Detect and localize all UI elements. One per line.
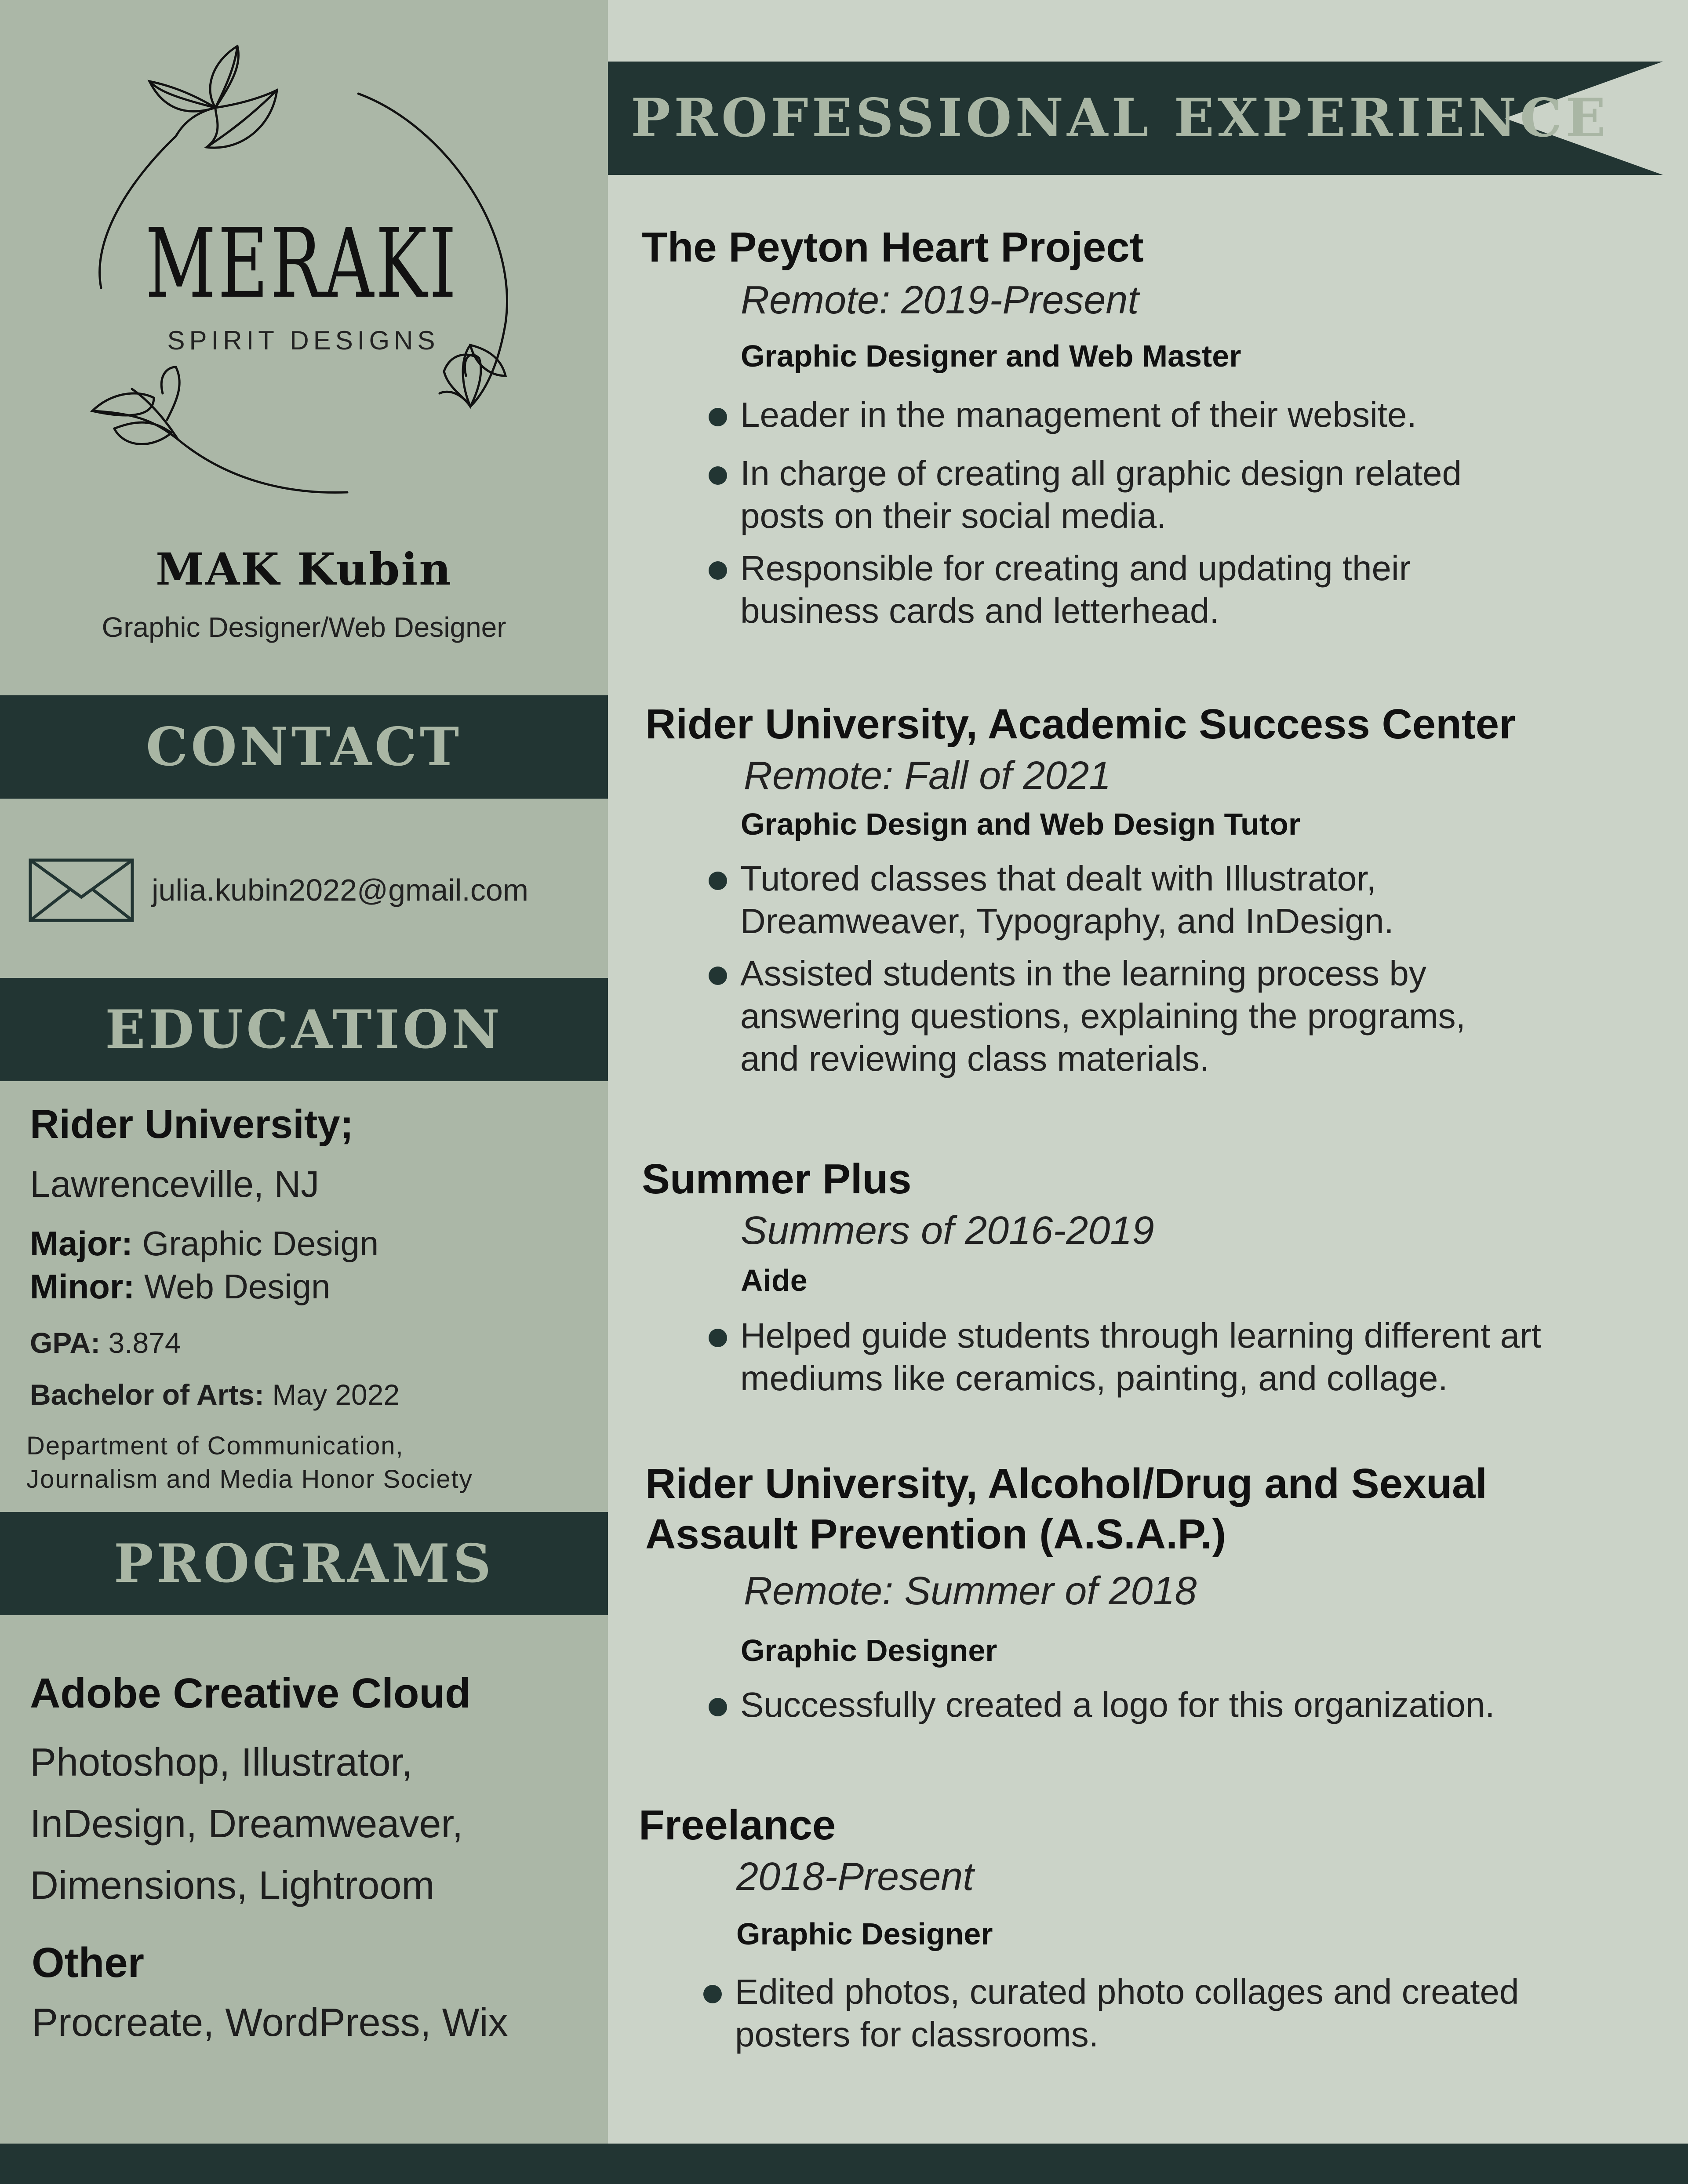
job-title: Graphic Designer and Web Master [741,339,1241,373]
job-organization: Rider University, Academic Success Center [645,701,1516,748]
job-title: Graphic Designer [736,1917,993,1951]
honor-line-2: Journalism and Media Honor Society [26,1465,473,1494]
school-city: Lawrenceville, NJ [30,1163,320,1205]
degree-label: Bachelor of Arts: [30,1378,264,1411]
job-title: Aide [741,1263,808,1297]
job-bullets [709,1314,1623,1399]
job-organization-line-1: Rider University, Alcohol/Drug and Sexual [645,1460,1488,1507]
minor-value: Web Design [144,1267,331,1306]
program-line-2: InDesign, Dreamweaver, [30,1802,463,1846]
footer-bar [0,2144,1688,2184]
gpa-value: 3.874 [108,1326,181,1359]
job-title: Graphic Designer [741,1633,997,1668]
other-group-list: Procreate, WordPress, Wix [32,2001,508,2045]
bullet-item: Leader in the management of their website. [709,393,1566,436]
envelope-icon [29,858,134,922]
person-role: Graphic Designer/Web Designer [102,611,506,643]
major-label: Major: [30,1224,133,1263]
bullet-item: Helped guide students through learning different art mediums like ceramics, painting, and collage. [709,1314,1646,1399]
job-bullets [709,393,1566,632]
program-line-3: Dimensions, Lightroom [30,1864,435,1908]
person-name: MAK Kubin [155,543,453,595]
bullet-item: Assisted students in the learning process by answering questions, explaining the programs, and reviewing class materials. [709,952,1532,1080]
job-dates: Summers of 2016-2019 [741,1209,1154,1253]
job-organization [645,1458,1634,1559]
job-dates: 2018-Present [736,1855,974,1899]
bullet-item: In charge of creating all graphic design related posts on their social media. [709,452,1553,537]
minor-label: Minor: [30,1267,135,1306]
experience-heading: PROFESSIONAL EXPERIENCE [631,87,1609,149]
program-line-1: Photoshop, Illustrator, [30,1741,413,1784]
school-name: Rider University; [30,1102,354,1147]
minor-line [30,1269,330,1304]
programs-heading: PROGRAMS [0,1512,608,1615]
degree-line [30,1380,400,1409]
bullet-item: Successfully created a logo for this organization. [709,1683,1632,1726]
gpa-line [30,1328,181,1357]
contact-heading: CONTACT [0,695,608,799]
email-link[interactable]: julia.kubin2022@gmail.com [152,873,529,907]
honor-society [26,1429,473,1496]
bullet-item: Tutored classes that dealt with Illustrator, Dreamweaver, Typography, and InDesign. [709,857,1488,942]
job-bullets [703,1970,1604,2056]
job-dates: Remote: 2019-Present [741,278,1139,322]
logo-subtitle: SPIRIT DESIGNS [167,326,440,355]
program-group-list [30,1732,579,1916]
job-organization: Freelance [639,1802,836,1849]
major-line [30,1226,378,1261]
bullet-item: Edited photos, curated photo collages and created posters for classrooms. [703,1970,1614,2056]
job-bullets [709,1683,1632,1726]
job-dates: Remote: Fall of 2021 [744,754,1111,798]
program-group-title: Adobe Creative Cloud [30,1670,471,1717]
bullet-item: Responsible for creating and updating their business cards and letterhead. [709,547,1532,632]
job-bullets [709,857,1566,1080]
logo-wordmark: MERAKI [145,208,458,320]
job-organization-line-2: Assault Prevention (A.S.A.P.) [645,1511,1226,1558]
education-heading: EDUCATION [0,978,608,1081]
degree-date: May 2022 [272,1378,400,1411]
other-group-title: Other [32,1939,145,1986]
job-organization: The Peyton Heart Project [642,224,1144,271]
job-title: Graphic Design and Web Design Tutor [741,807,1301,841]
honor-line-1: Department of Communication, [26,1432,404,1460]
gpa-label: GPA: [30,1326,101,1359]
major-value: Graphic Design [142,1224,379,1263]
job-organization: Summer Plus [642,1156,912,1203]
job-dates: Remote: Summer of 2018 [744,1569,1197,1613]
